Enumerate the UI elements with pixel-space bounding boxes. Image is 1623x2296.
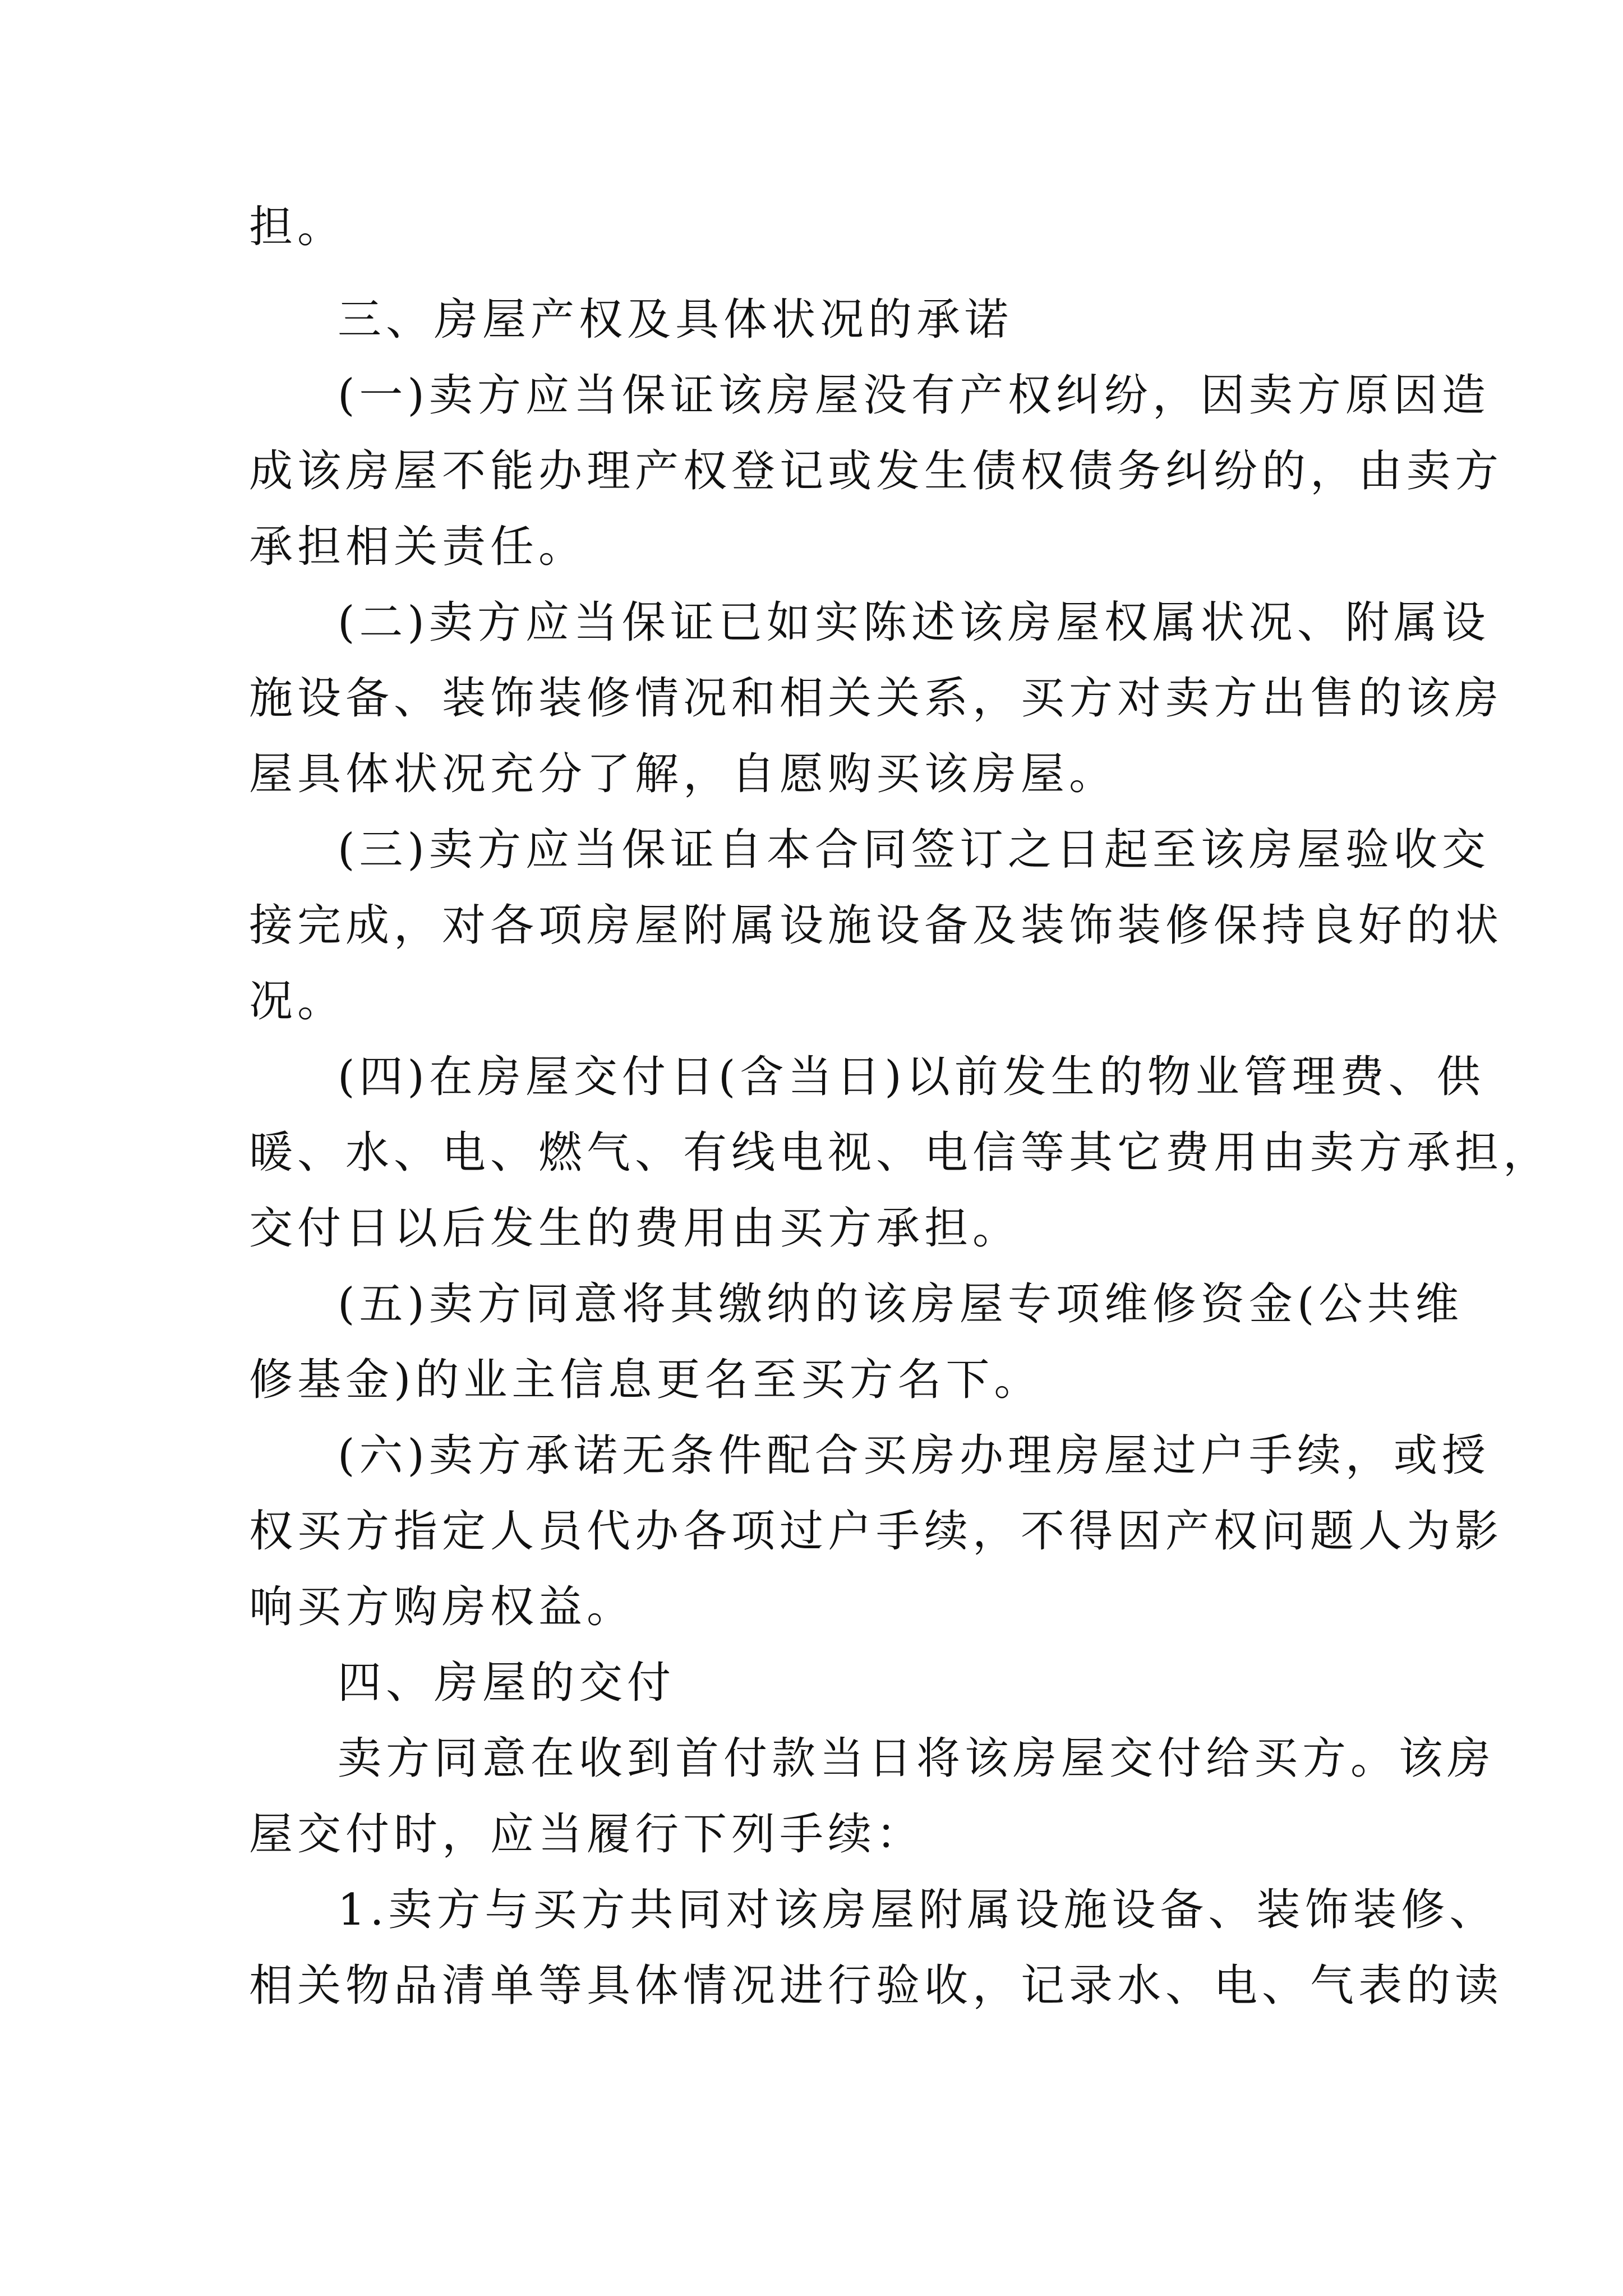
text-line: (二)卖方应当保证已如实陈述该房屋权属状况、附属设	[338, 597, 1490, 648]
text-line: 担。	[249, 202, 346, 252]
text-line: 接完成，对各项房屋附属设施设备及装饰装修保持良好的状	[249, 900, 1504, 951]
text-line: (四)在房屋交付日(含当日)以前发生的物业管理费、供	[338, 1052, 1485, 1102]
text-line: 承担相关责任。	[249, 522, 587, 572]
text-line: 权买方指定人员代办各项过户手续，不得因产权问题人为影	[249, 1506, 1504, 1557]
text-line: 修基金)的业主信息更名至买方名下。	[249, 1355, 1043, 1405]
text-line: 屋交付时，应当履行下列手续：	[249, 1809, 925, 1860]
section-heading: 四、房屋的交付	[338, 1658, 676, 1708]
text-line: 交付日以后发生的费用由买方承担。	[249, 1203, 1021, 1254]
text-line: 暖、水、电、燃气、有线电视、电信等其它费用由卖方承担，	[249, 1128, 1552, 1178]
text-line: 成该房屋不能办理产权登记或发生债权债务纠纷的，由卖方	[249, 446, 1504, 496]
text-line: (一)卖方应当保证该房屋没有产权纠纷，因卖方原因造	[338, 370, 1490, 421]
text-line: 响买方购房权益。	[249, 1582, 635, 1632]
text-line: (五)卖方同意将其缴纳的该房屋专项维修资金(公共维	[338, 1279, 1464, 1329]
text-line: (三)卖方应当保证自本合同签订之日起至该房屋验收交	[338, 825, 1490, 875]
text-line: 屋具体状况充分了解，自愿购买该房屋。	[249, 749, 1118, 799]
text-line: 施设备、装饰装修情况和相关关系，买方对卖方出售的该房	[249, 673, 1504, 724]
text-line: 卖方同意在收到首付款当日将该房屋交付给买方。该房	[338, 1733, 1496, 1784]
text-line: 况。	[249, 976, 346, 1027]
section-heading: 三、房屋产权及具体状况的承诺	[338, 295, 1013, 345]
text-line: (六)卖方承诺无条件配合买房办理房屋过户手续，或授	[338, 1430, 1490, 1481]
text-line: 相关物品清单等具体情况进行验收，记录水、电、气表的读	[249, 1961, 1504, 2011]
text-line: 1.卖方与买方共同对该房屋附属设施设备、装饰装修、	[338, 1885, 1498, 1935]
